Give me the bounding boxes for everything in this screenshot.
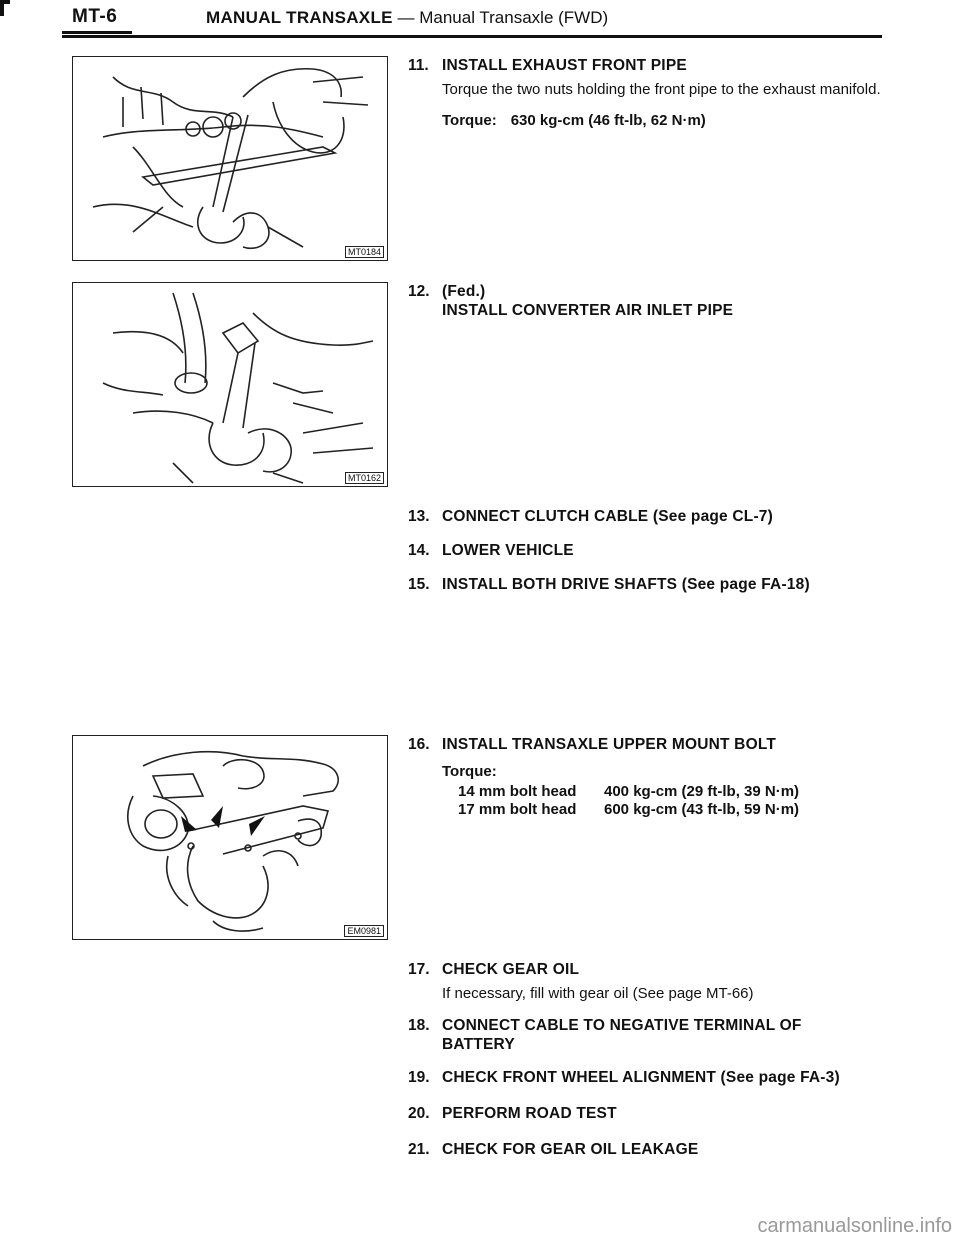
- figure-air-inlet-pipe: [72, 282, 388, 487]
- title-rest: — Manual Transaxle (FWD): [392, 8, 609, 27]
- step-13: [408, 507, 908, 526]
- torque-value: 630 kg-cm (46 ft-lb, 62 N·m): [510, 112, 706, 129]
- step-number: 16.: [408, 736, 430, 753]
- torque-label: Torque:: [442, 763, 497, 780]
- step-number: 12.: [408, 283, 430, 300]
- page-corner-mark: [0, 0, 10, 16]
- step-number: 13.: [408, 508, 430, 525]
- step-16: [408, 735, 908, 819]
- step-heading: INSTALL EXHAUST FRONT PIPE: [442, 57, 687, 74]
- bolt-size: 17 mm bolt head: [458, 801, 577, 818]
- page-header: [72, 0, 872, 30]
- bolt-size: 14 mm bolt head: [458, 783, 577, 800]
- step-heading-line2: BATTERY: [442, 1036, 515, 1053]
- step-heading: CHECK FRONT WHEEL ALIGNMENT (See page FA-3): [442, 1069, 840, 1086]
- step-17: [408, 960, 908, 1003]
- torque-row: [458, 801, 908, 819]
- step-19: [408, 1068, 908, 1087]
- step-number: 15.: [408, 576, 430, 593]
- step-number: 20.: [408, 1105, 430, 1122]
- torque-spec: [442, 111, 908, 130]
- page-code: MT-6: [72, 6, 118, 27]
- step-15: [408, 575, 908, 594]
- step-heading: CHECK GEAR OIL: [442, 961, 580, 978]
- figure-upper-mount-bolt: [72, 735, 388, 940]
- torque-value: 400 kg-cm (29 ft-lb, 39 N·m): [604, 783, 800, 800]
- step-text: If necessary, fill with gear oil (See page MT-66): [442, 985, 754, 1002]
- step-11: [408, 56, 908, 130]
- step-text: Torque the two nuts holding the front pipe to the exhaust manifold.: [442, 81, 881, 98]
- step-heading: INSTALL TRANSAXLE UPPER MOUNT BOLT: [442, 736, 777, 753]
- step-heading-line1: (Fed.): [442, 283, 486, 300]
- air-inlet-pipe-illustration: [73, 283, 389, 488]
- step-number: 14.: [408, 542, 430, 559]
- figure-id: MT0184: [345, 246, 384, 258]
- torque-label: Torque:: [442, 112, 497, 129]
- figure-exhaust-pipe: [72, 56, 388, 261]
- step-heading: LOWER VEHICLE: [442, 542, 574, 559]
- header-rule-short: [62, 31, 132, 34]
- step-21: [408, 1140, 908, 1159]
- step-number: 21.: [408, 1141, 430, 1158]
- step-heading: CONNECT CLUTCH CABLE (See page CL-7): [442, 508, 773, 525]
- upper-mount-bolt-illustration: [73, 736, 389, 941]
- step-heading-line1: CONNECT CABLE TO NEGATIVE TERMINAL OF: [442, 1017, 802, 1034]
- step-number: 18.: [408, 1017, 430, 1034]
- step-number: 11.: [408, 57, 429, 74]
- step-heading: INSTALL BOTH DRIVE SHAFTS (See page FA-18): [442, 576, 810, 593]
- page-title: [206, 8, 608, 28]
- step-heading: CHECK FOR GEAR OIL LEAKAGE: [442, 1141, 699, 1158]
- step-20: [408, 1104, 908, 1123]
- step-number: 19.: [408, 1069, 430, 1086]
- step-12: [408, 282, 908, 320]
- figure-id: MT0162: [345, 472, 384, 484]
- torque-value: 600 kg-cm (43 ft-lb, 59 N·m): [604, 801, 800, 818]
- header-rule: [62, 35, 882, 38]
- torque-row: [458, 783, 908, 801]
- step-heading: PERFORM ROAD TEST: [442, 1105, 617, 1122]
- step-18: [408, 1016, 908, 1054]
- exhaust-pipe-illustration: [73, 57, 389, 262]
- step-14: [408, 541, 908, 560]
- figure-id: EM0981: [344, 925, 384, 937]
- watermark: carmanualsonline.info: [757, 1215, 952, 1237]
- torque-table: [458, 783, 908, 819]
- title-bold: MANUAL TRANSAXLE: [206, 8, 393, 27]
- step-heading-line2: INSTALL CONVERTER AIR INLET PIPE: [442, 302, 734, 319]
- step-number: 17.: [408, 961, 430, 978]
